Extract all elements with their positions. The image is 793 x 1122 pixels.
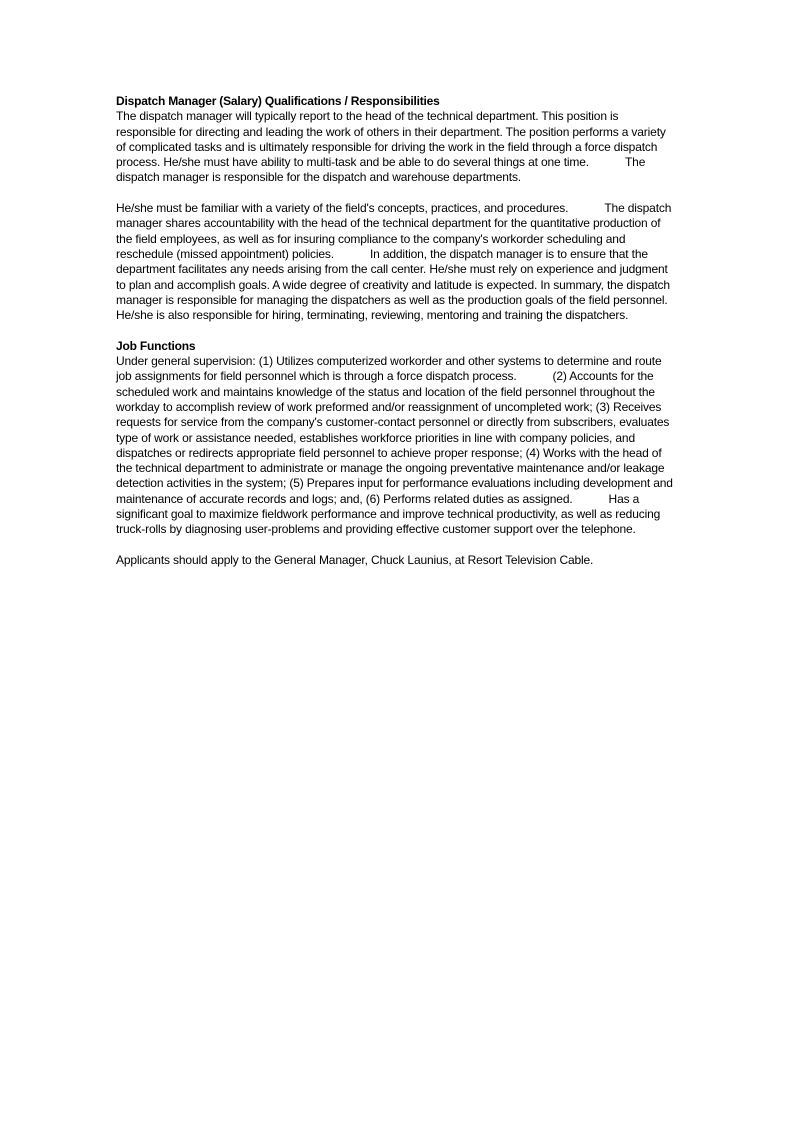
paragraph-responsibilities — [116, 201, 678, 323]
paragraph-closing: Applicants should apply to the General Manager, Chuck Launius, at Resort Television Cable. — [116, 552, 594, 567]
paragraph-responsibilities-text-2: The dispatch manager shares accountability with the head of the technical department for the quantitative production of the field employees, as well as for insuring compliance to the company's workorder scheduling and reschedule (missed appointment) policies. — [116, 201, 672, 261]
paragraph-job-functions-text-2: (2) Accounts for the scheduled work and maintains knowledge of the status and location of the field personnel throughout the workday to accomplish review of work preformed and/or reassignment of uncompleted work; (3) Receives requests for service from the company's customer-contact personnel or directly from subscribers, evaluates type of work or assistance needed, establishes workforce priorities in line with company policies, and dispatches or redirects appropriate field personnel to achieve proper response; (4) Works with the head of the technical department to administrate or manage the ongoing preventative maintenance and/or leakage detection activities in the system; (5) Prepares input for performance evaluations including development and maintenance of accurate records and logs; and, (6) Performs related duties as assigned. — [116, 369, 673, 506]
paragraph-job-functions-text-3: Has a significant goal to maximize fieldwork performance and improve technical productivity, as well as reducing truck-rolls by diagnosing user-problems and providing effective customer support over the telephone. — [116, 491, 661, 537]
paragraph-overview — [116, 109, 678, 185]
paragraph-job-functions-text: Under general supervision: (1) Utilizes computerized workorder and other systems to determine and route job assignments for field personnel which is through a force dispatch process. — [116, 354, 662, 384]
document-page — [116, 94, 678, 568]
paragraph-responsibilities-text-3: In addition, the dispatch manager is to ensure that the department facilitates any needs arising from the call center. He/she must rely on experience and judgment to plan and accomplish goals. A wide degree of creativity and latitude is expected. In summary, the dispatch manager is responsible for managing the dispatchers as well as the production goals of the field personnel. He/she is also responsible for hiring, terminating, reviewing, mentoring and training the dispatchers. — [116, 246, 670, 323]
paragraph-overview-text-2: The dispatch manager is responsible for the dispatch and warehouse departments. — [116, 155, 646, 185]
section-heading-job-functions: Job Functions — [116, 338, 196, 353]
section-heading-qualifications: Dispatch Manager (Salary) Qualifications / Responsibilities — [116, 94, 440, 108]
paragraph-responsibilities-text: He/she must be familiar with a variety of the field's concepts, practices, and procedures. — [116, 201, 569, 216]
paragraph-job-functions — [116, 354, 678, 538]
paragraph-overview-text: The dispatch manager will typically report to the head of the technical department. This position is responsible for directing and leading the work of others in their department. The position performs a variety of complicated tasks and is ultimately responsible for driving the work in the field through a force dispatch process. He/she must have ability to multi-task and be able to do several things at one time. — [116, 109, 666, 170]
